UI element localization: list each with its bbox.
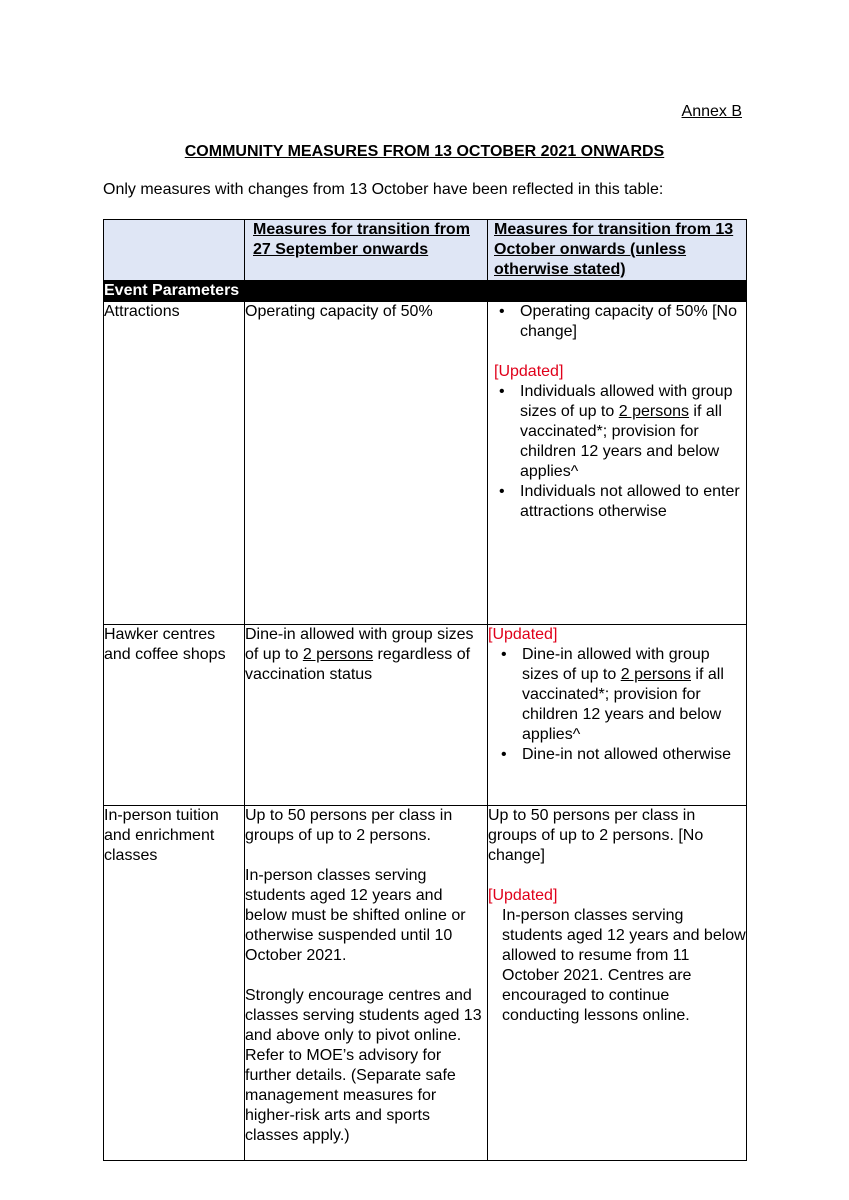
header-oct13-text: Measures for transition from 13 October onwards (unless otherwise stated) <box>494 221 734 278</box>
tuition-new-cell <box>488 806 747 1161</box>
table-row <box>104 302 747 625</box>
hawker-prev-u: 2 persons <box>302 646 374 663</box>
list-item: • Dine-in not allowed otherwise <box>488 745 746 765</box>
header-cell-blank <box>104 220 245 281</box>
measures-table <box>103 219 747 1161</box>
attractions-prev-cell: Operating capacity of 50% <box>245 302 488 625</box>
annex-label: Annex B <box>681 103 742 120</box>
section-event-parameters: Event Parameters <box>104 281 747 302</box>
attractions-b2-pre: Individuals allowed with group sizes of up to <box>520 383 733 420</box>
attractions-list-1 <box>494 302 746 342</box>
intro-text: Only measures with changes from 13 October have been reflected in this table: <box>103 181 664 198</box>
hawker-b1-u: 2 persons <box>620 666 691 683</box>
hawker-list <box>488 645 746 765</box>
hawker-prev-post: regardless of vaccination status <box>245 646 471 683</box>
hawker-new-cell <box>488 625 747 806</box>
row-label-tuition: In-person tuition and enrichment classes <box>104 806 245 1161</box>
header-sep27-text: Measures for transition from 27 September onwards <box>253 221 470 258</box>
updated-tag: [Updated] <box>488 626 558 643</box>
table-row <box>104 806 747 1161</box>
header-cell-sep27 <box>245 220 488 281</box>
updated-tag: [Updated] <box>488 887 558 904</box>
tuition-prev-p1: Up to 50 persons per class in groups of up to 2 persons. <box>245 807 453 844</box>
hawker-prev-pre: Dine-in allowed with group sizes of up to <box>245 626 474 663</box>
attractions-b2-u: 2 persons <box>618 403 689 420</box>
row-label-attractions: Attractions <box>104 302 245 625</box>
hawker-prev-cell <box>245 625 488 806</box>
row-label-hawker: Hawker centres and coffee shops <box>104 625 245 806</box>
tuition-new-p2: In-person classes serving students aged 12 years and below allowed to resume from 11 October 2021. Centres are encouraged to continue conducting lessons online. <box>502 907 746 1024</box>
attractions-new-cell <box>488 302 747 625</box>
list-item <box>494 382 746 482</box>
tuition-prev-cell <box>245 806 488 1161</box>
header-cell-oct13 <box>488 220 747 281</box>
tuition-prev-p2: In-person classes serving students aged 12 years and below must be shifted online or otherwise suspended until 10 October 2021. <box>245 867 466 964</box>
hawker-b1-post: if all vaccinated*; provision for children 12 years and below applies^ <box>522 666 724 743</box>
tuition-prev-p3: Strongly encourage centres and classes serving students aged 13 and above only to pivot online. Refer to MOE’s advisory for further details. (Separate safe management measures for higher-risk arts and sports classes apply.) <box>245 987 482 1144</box>
tuition-new-p1: Up to 50 persons per class in groups of up to 2 persons. [No change] <box>488 807 704 864</box>
table-header-row <box>104 220 747 281</box>
list-item: • Individuals not allowed to enter attractions otherwise <box>494 482 746 522</box>
section-row <box>104 281 747 302</box>
attractions-b2-post: if all vaccinated*; provision for children 12 years and below applies^ <box>520 403 722 480</box>
list-item <box>488 645 746 745</box>
table-row <box>104 625 747 806</box>
attractions-list-2 <box>494 382 746 522</box>
list-item: • Operating capacity of 50% [No change] <box>494 302 746 342</box>
updated-tag: [Updated] <box>494 363 564 380</box>
hawker-b1-pre: Dine-in allowed with group sizes of up to <box>522 646 710 683</box>
document-title: COMMUNITY MEASURES FROM 13 OCTOBER 2021 ONWARDS <box>184 143 665 160</box>
